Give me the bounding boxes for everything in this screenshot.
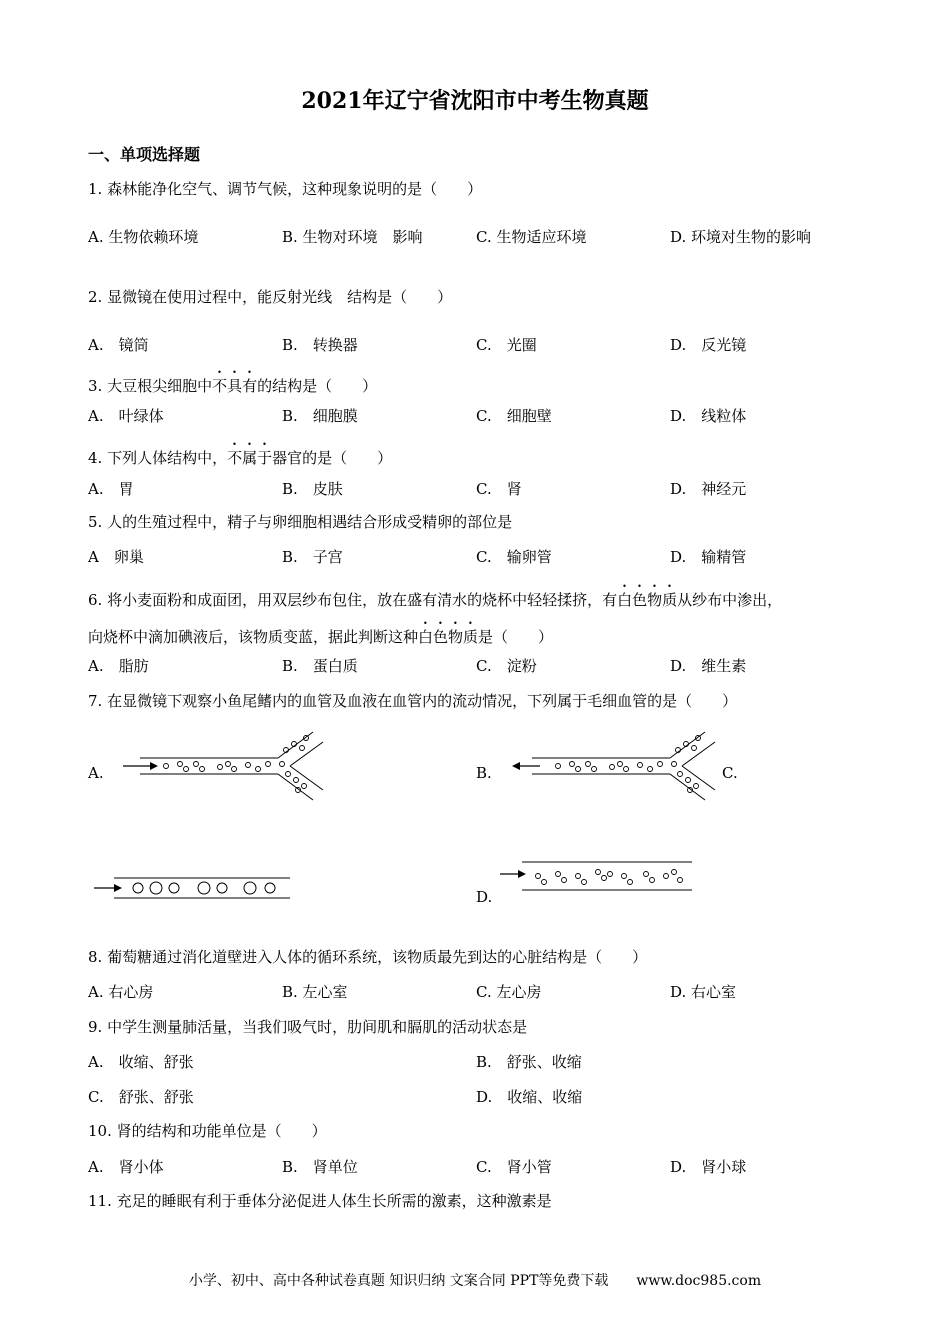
question-4-stem-part1: 4. 下列人体结构中， [88,449,228,467]
question-2-option-d: D. 反光镜 [670,336,747,354]
question-7-label-d: D. [476,888,493,906]
question-10-option-b: B. 肾单位 [282,1158,358,1176]
question-1-option-a: A. 生物依赖环境 [88,228,199,246]
vessel-diagram-b [510,728,720,808]
question-9-option-d: D. 收缩、收缩 [476,1088,583,1106]
question-4-stem-part2: 器官的是（ ） [272,449,393,467]
question-7-stem: 7. 在显微镜下观察小鱼尾鳍内的血管及血液在血管内的流动情况，下列属于毛细血管的是（ ） [88,692,738,710]
question-1-stem: 1. 森林能净化空气、调节气候，这种现象说明的是（ ） [88,180,483,198]
question-8-stem: 8. 葡萄糖通过消化道壁进入人体的循环系统，该物质最先到达的心脏结构是（ ） [88,948,648,966]
question-5-stem: 5. 人的生殖过程中，精子与卵细胞相遇结合形成受精卵的部位是 [88,513,513,531]
question-10-option-d: D. 肾小球 [670,1158,747,1176]
question-3-option-d: D. 线粒体 [670,407,747,425]
question-6-line1-part2: 从纱布中渗出， [677,591,783,609]
question-3-emphasis: 不具有 [212,377,258,395]
question-6-line1-emphasis: 白色物质 [617,591,678,609]
question-3-option-c: C. 细胞壁 [476,407,552,425]
question-10-option-a: A. 肾小体 [88,1158,164,1176]
question-7-label-a: A. [88,764,104,782]
question-2-stem: 2. 显微镜在使用过程中，能反射光线 结构是（ ） [88,288,453,306]
question-11-stem: 11. 充足的睡眠有利于垂体分泌促进人体生长所需的激素，这种激素是 [88,1192,552,1210]
question-8-option-a: A. 右心房 [88,983,154,1001]
question-6-stem-line1 [88,582,782,610]
page-title: 2021年辽宁省沈阳市中考生物真题 [301,88,649,114]
question-6-stem-line2 [88,619,553,647]
question-9-option-b: B. 舒张、收缩 [476,1053,582,1071]
page-footer: 小学、初中、高中各种试卷真题 知识归纳 文案合同 PPT等免费下载 www.doc985.com [188,1273,762,1289]
question-5-option-d: D. 输精管 [670,548,747,566]
vessel-diagram-a [118,728,328,808]
question-5-option-b: B. 子宫 [282,548,343,566]
question-9-stem: 9. 中学生测量肺活量，当我们吸气时，肋间肌和膈肌的活动状态是 [88,1018,528,1036]
question-3-stem [88,368,377,396]
question-6-line2-part1: 向烧杯中滴加碘液后，该物质变蓝，据此判断这种 [88,628,419,646]
question-1-option-d: D. 环境对生物的影响 [670,228,812,246]
section-heading: 一、单项选择题 [88,145,201,164]
question-3-option-a: A. 叶绿体 [88,407,164,425]
question-10-stem: 10. 肾的结构和功能单位是（ ） [88,1122,327,1140]
question-4-option-c: C. 肾 [476,480,522,498]
question-2-option-a: A. 镜筒 [88,336,149,354]
question-1-option-c: C. 生物适应环境 [476,228,587,246]
question-6-line1-part1: 6. 将小麦面粉和成面团，用双层纱布包住，放在盛有清水的烧杯中轻轻揉挤，有 [88,591,618,609]
question-3-option-b: B. 细胞膜 [282,407,358,425]
question-10-option-c: C. 肾小管 [476,1158,552,1176]
question-9-option-c: C. 舒张、舒张 [88,1088,194,1106]
question-4-stem [88,440,392,468]
question-6-line2-emphasis: 白色物质 [418,628,479,646]
question-5-option-a: A 卵巢 [88,548,144,566]
question-7-label-c: C. [722,764,738,782]
question-9-option-a: A. 收缩、舒张 [88,1053,194,1071]
question-5-option-c: C. 输卵管 [476,548,552,566]
question-8-option-b: B. 左心室 [282,983,348,1001]
question-8-option-d: D. 右心室 [670,983,737,1001]
question-6-option-d: D. 维生素 [670,657,747,675]
question-1-option-b: B. 生物对环境 影响 [282,228,423,246]
question-4-option-d: D. 神经元 [670,480,747,498]
question-7-label-b: B. [476,764,492,782]
question-2-option-b: B. 转换器 [282,336,358,354]
question-4-emphasis: 不属于 [227,449,273,467]
question-3-stem-part2: 的结构是（ ） [257,377,378,395]
question-6-option-b: B. 蛋白质 [282,657,358,675]
question-3-stem-part1: 3. 大豆根尖细胞中 [88,377,213,395]
vessel-diagram-c [92,870,297,906]
question-2-option-c: C. 光圈 [476,336,537,354]
question-6-line2-part2: 是（ ） [478,628,554,646]
question-6-option-a: A. 脂肪 [88,657,149,675]
question-6-option-c: C. 淀粉 [476,657,537,675]
question-8-option-c: C. 左心房 [476,983,542,1001]
question-4-option-a: A. 胃 [88,480,134,498]
question-4-option-b: B. 皮肤 [282,480,343,498]
vessel-diagram-d [498,856,698,896]
